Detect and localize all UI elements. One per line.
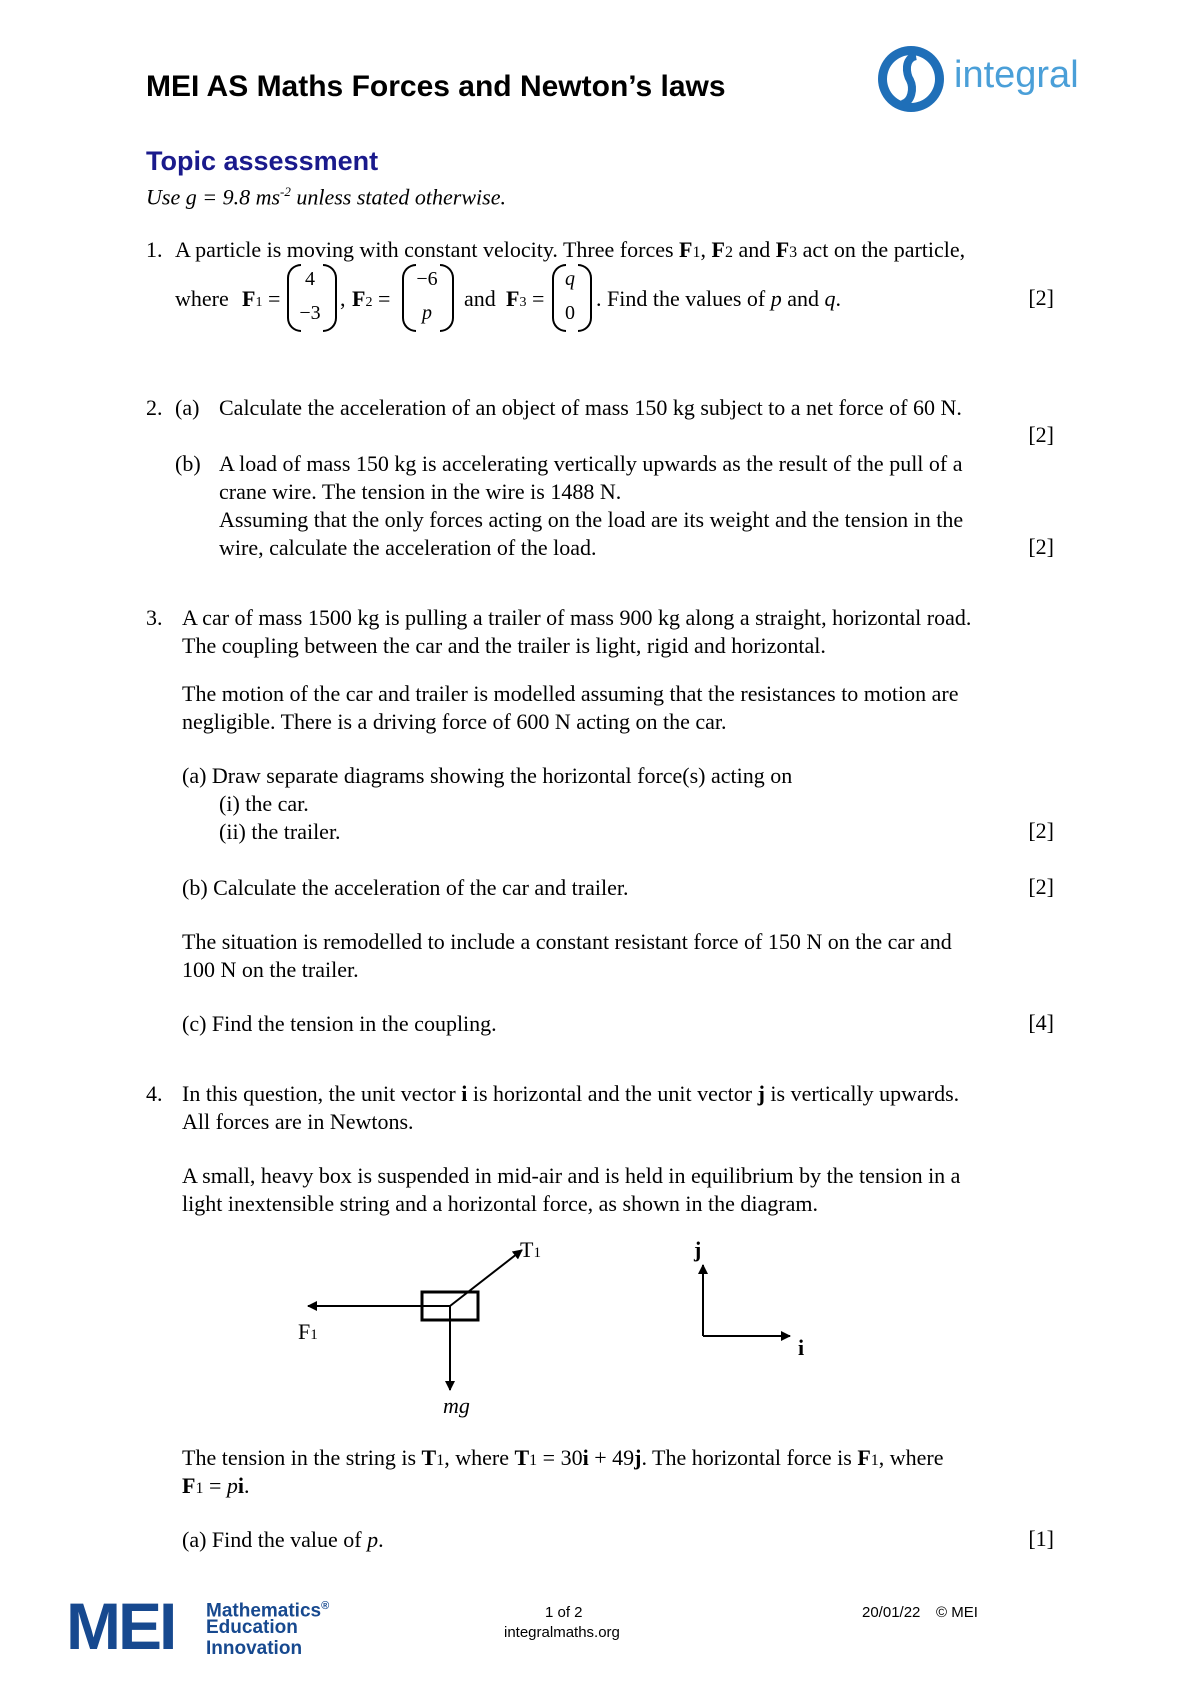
document-title: MEI AS Maths Forces and Newton’s laws — [146, 70, 726, 103]
q1-and: and — [464, 286, 496, 311]
q2b-line1: A load of mass 150 kg is accelerating vertically upwards as the result of the pull of a — [219, 451, 963, 476]
mei-logo-line3: Innovation — [206, 1638, 303, 1659]
q2b-line3: Assuming that the only forces acting on the load are its weight and the tension in the — [219, 507, 964, 532]
q4a-mark: [1] — [1028, 1526, 1054, 1551]
q4-p2-line2: light inextensible string and a horizontal force, as shown in the diagram. — [182, 1191, 819, 1216]
q4-p3-line1: The tension in the string is T1, where T1 = 30i + 49j. The horizontal force is F1, where — [182, 1445, 944, 1470]
q4-p1-line2: All forces are in Newtons. — [182, 1109, 414, 1134]
integral-logo-text: integral — [954, 54, 1079, 96]
mei-logo-letters: MEI — [66, 1589, 175, 1663]
mg-label: mg — [443, 1393, 470, 1418]
q1-v3-bottom: 0 — [565, 302, 575, 324]
mei-logo-line1: Mathematics® — [206, 1600, 330, 1622]
q3-p1-line1: A car of mass 1500 kg is pulling a trailer of mass 900 kg along a straight, horizontal road. — [182, 605, 972, 630]
q3-p2-line2: negligible. There is a driving force of 600 N acting on the car. — [182, 709, 727, 734]
f1-label: F1 — [298, 1319, 318, 1344]
q2b-label: (b) — [175, 451, 201, 476]
q1-number: 1. — [146, 237, 163, 262]
t1-arrow — [450, 1250, 522, 1306]
q1-v1-bottom: −3 — [299, 302, 321, 324]
q4a-text: (a) Find the value of p. — [182, 1527, 384, 1552]
mei-logo — [66, 1589, 386, 1666]
q3-number: 3. — [146, 605, 163, 630]
page-number: 1 of 2 — [545, 1604, 583, 1621]
q2-number: 2. — [146, 395, 163, 420]
q1-v3-top: q — [565, 268, 575, 290]
q1-v1-top: 4 — [305, 268, 315, 290]
q4-p1-line1: In this question, the unit vector i is horizontal and the unit vector j is vertically upwards. — [182, 1081, 960, 1106]
q1-where: where — [175, 286, 229, 311]
mei-logo-line2: Education — [206, 1617, 298, 1638]
q1-line1: A particle is moving with constant velocity. Three forces F1, F2 and F3 act on the particle, — [175, 237, 966, 262]
q3a-mark: [2] — [1028, 818, 1054, 843]
q1-mark: [2] — [1028, 285, 1054, 310]
q2a-mark: [2] — [1028, 422, 1054, 447]
q3-p3-line1: The situation is remodelled to include a constant resistant force of 150 N on the car and — [182, 929, 952, 954]
q3c-text: (c) Find the tension in the coupling. — [182, 1011, 497, 1036]
q3c-mark: [4] — [1028, 1010, 1054, 1035]
footer-date: 20/01/22 — [862, 1604, 921, 1621]
i-label: i — [798, 1335, 805, 1360]
q3a-line2: (i) the car. — [219, 791, 309, 816]
q3b-mark: [2] — [1028, 874, 1054, 899]
t1-label: T1 — [520, 1237, 541, 1262]
q3-p1-line2: The coupling between the car and the trailer is light, rigid and horizontal. — [182, 633, 826, 658]
q4-number: 4. — [146, 1081, 163, 1106]
q1-f1-label: F1 = — [242, 286, 281, 311]
q1-f2-label: F2 = — [352, 286, 391, 311]
q3a-line3: (ii) the trailer. — [219, 819, 341, 844]
q4-p2-line1: A small, heavy box is suspended in mid-air and is held in equilibrium by the tension in a — [182, 1163, 961, 1188]
q2b-line2: crane wire. The tension in the wire is 1488 N. — [219, 479, 622, 504]
q1-comma: , — [340, 286, 346, 311]
q2a-text: Calculate the acceleration of an object of mass 150 kg subject to a net force of 60 N. — [219, 395, 962, 420]
j-label: j — [694, 1237, 702, 1262]
q4-p3-line2: F1 = pi. — [182, 1473, 250, 1498]
q3b-text: (b) Calculate the acceleration of the car and trailer. — [182, 875, 629, 900]
q3a-line1: (a) Draw separate diagrams showing the horizontal force(s) acting on — [182, 763, 793, 788]
footer-site: integralmaths.org — [504, 1624, 620, 1641]
gravity-note: Use g = 9.8 $ms^{-2}$ unless stated otherwise. — [146, 184, 506, 210]
q3-p3-line2: 100 N on the trailer. — [182, 957, 359, 982]
q3-p2-line1: The motion of the car and trailer is modelled assuming that the resistances to motion are — [182, 681, 959, 706]
q2a-label: (a) — [175, 395, 200, 420]
q1-v2-top: −6 — [416, 268, 438, 290]
q2b-line4: wire, calculate the acceleration of the load. — [219, 535, 597, 560]
q1-v2-bottom: p — [422, 302, 432, 324]
q1-f3-label: F3 = — [506, 286, 545, 311]
q2b-mark: [2] — [1028, 534, 1054, 559]
section-heading: Topic assessment — [146, 146, 379, 176]
q1-find-text: . Find the values of p and q. — [596, 286, 842, 311]
footer-copyright: © MEI — [936, 1604, 978, 1621]
